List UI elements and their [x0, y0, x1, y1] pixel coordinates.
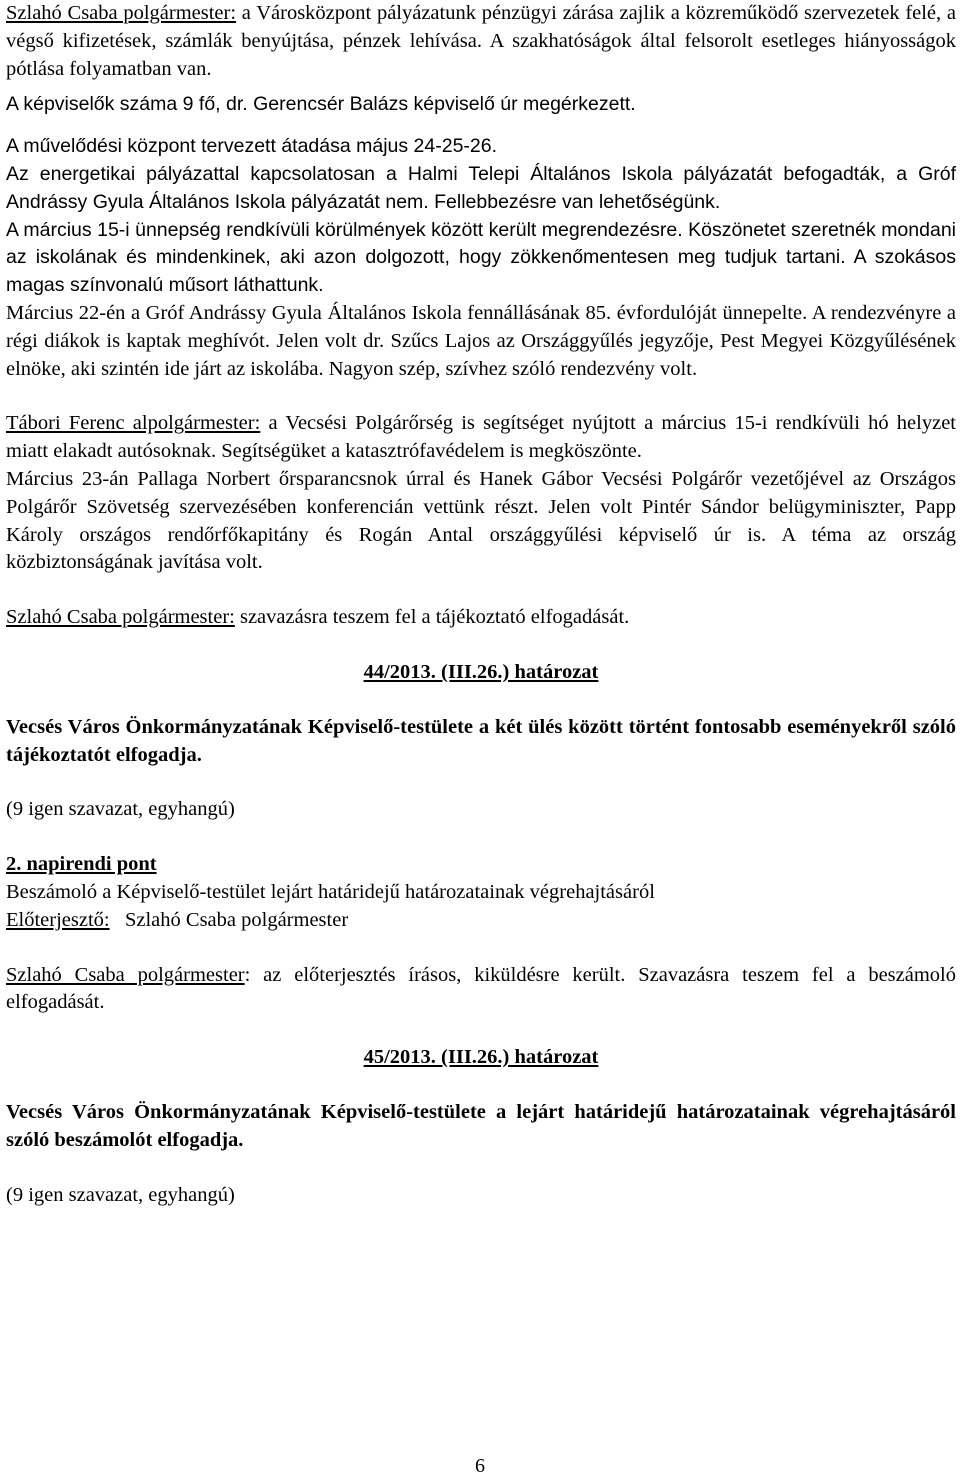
- paragraph-representatives: A képviselők száma 9 fő, dr. Gerencsér Balázs képviselő úr megérkezett.: [6, 93, 636, 116]
- paragraph-text: a Városközpont pályázatunk pénzügyi zárása zajlik a közreműködő szervezetek felé, a végső kifizetések, számlák benyújtása, pénzek lehívása. A szakhatóságok által felsorolt esetleges hiányosságok pótlása folyamatban van.: [6, 2, 956, 80]
- resolution-title-45: 45/2013. (III.26.) határozat: [363, 1046, 599, 1069]
- speaker-mayor: Szlahó Csaba polgármester: [6, 963, 245, 986]
- agenda-item-title: 2. napirendi pont: [6, 853, 157, 876]
- paragraph-energy-tender: Az energetikai pályázattal kapcsolatosan a Halmi Telepi Általános Iskola pályázatát befogadták, a Gróf Andrássy Gyula Általános Iskola pályázatát nem. Fellebbezésre van lehetőségünk.: [6, 162, 956, 213]
- paragraph-text: a Vecsési Polgárőrség is segítséget nyújtott a március 15-i rendkívüli hó helyzet miatt elakadt autósoknak. Segítségüket a katasztrófavédelem is megköszönte.: [6, 412, 956, 463]
- paragraph-text: szavazásra teszem fel a tájékoztató elfogadását.: [234, 606, 630, 629]
- speaker-mayor: Szlahó Csaba polgármester:: [6, 2, 237, 24]
- paragraph-march15: A március 15-i ünnepség rendkívüli körülmények között került megrendezésre. Köszönetet szeretnék mondani az iskolának és mindenkinek, aki azon dolgozott, hogy zökkenőmentesen meg tudjuk tartani. A szokásos magas színvonalú műsort láthattunk.: [6, 218, 956, 297]
- resolution-text-44: Vecsés Város Önkormányzatának Képviselő-testülete a két ülés között történt fontosabb eseményekről szóló tájékoztatót elfogadja.: [6, 715, 956, 766]
- agenda-presenter: [6, 907, 956, 935]
- paragraph-report-vote-call: [6, 962, 956, 1018]
- document-page: [6, 0, 956, 1209]
- paragraph-vote-call: [6, 604, 956, 632]
- agenda-item-subject: Beszámoló a Képviselő-testület lejárt határidejű határozatainak végrehajtásáról: [6, 880, 655, 903]
- paragraph-cultural-center: A művelődési központ tervezett átadása május 24-25-26.: [6, 135, 498, 158]
- presenter-name: Szlahó Csaba polgármester: [124, 908, 349, 931]
- paragraph-conference: Március 23-án Pallaga Norbert őrsparancsnok úrral és Hanek Gábor Vecsési Polgárőr vezetőjével az Országos Polgárőr Szövetség szervezésében konferencián vettünk részt. Jelen volt Pintér Sándor belügyminiszter, Papp Károly országos rendőrfőkapitány és Rogán Antal országgyűlési képviselő úr is. A téma az ország közbiztonságának javítása volt.: [6, 467, 956, 574]
- paragraph-text: : az előterjesztés írásos, kiküldésre került. Szavazásra teszem fel a beszámoló elfogadását.: [6, 963, 956, 1014]
- page-number: 6: [475, 1455, 485, 1477]
- speaker-deputy-mayor: Tábori Ferenc alpolgármester:: [6, 412, 261, 435]
- resolution-title-44: 44/2013. (III.26.) határozat: [363, 660, 599, 683]
- vote-result-44: (9 igen szavazat, egyhangú): [6, 798, 235, 821]
- resolution-text-45: Vecsés Város Önkormányzatának Képviselő-testülete a lejárt határidejű határozatainak végrehajtásáról szóló beszámolót elfogadja.: [6, 1100, 956, 1151]
- speaker-mayor: Szlahó Csaba polgármester:: [6, 606, 235, 629]
- paragraph-city-center: [6, 0, 956, 83]
- paragraph-civil-guard: [6, 410, 956, 466]
- paragraph-anniversary: Március 22-én a Gróf Andrássy Gyula Általános Iskola fennállásának 85. évfordulóját ünnepelte. A rendezvényre a régi diákok is kaptak meghívót. Jelen volt dr. Szűcs Lajos az Országgyűlés jegyzője, Pest Megyei Közgyűlésének elnöke, aki szintén ide járt az iskolába. Nagyon szép, szívhez szóló rendezvény volt.: [6, 301, 956, 380]
- presenter-label: Előterjesztő:: [6, 908, 110, 931]
- vote-result-45: (9 igen szavazat, egyhangú): [6, 1183, 235, 1206]
